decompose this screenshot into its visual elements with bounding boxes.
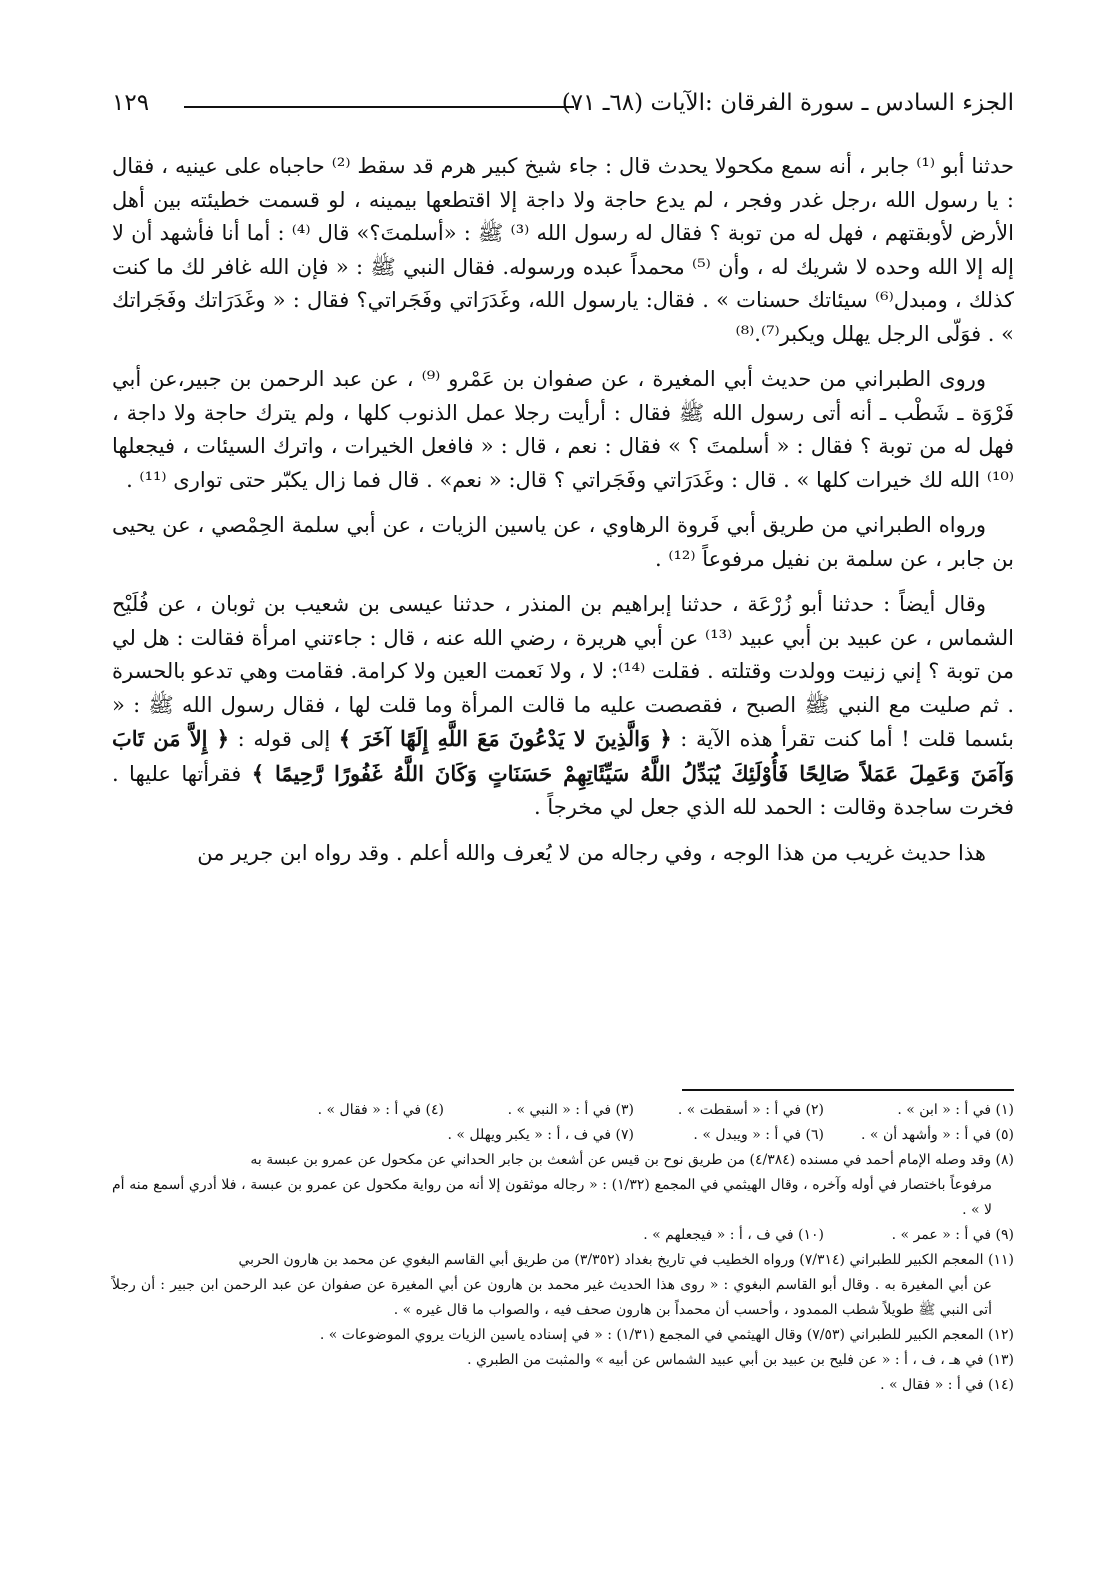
footnote-14: (١٤) في أ : « فقال » . bbox=[880, 1377, 1014, 1393]
main-text bbox=[112, 150, 1014, 882]
paragraph-2: وروى الطبراني من حديث أبي المغيرة ، عن صفوان بن عَمْرو ⁽⁹⁾ ، عن عبد الرحمن بن جبير،عن أبي فَرْوَة ـ شَطْب ـ أنه أتى رسول الله ﷺ فقال : أرأيت رجلا عمل الذنوب كلها ، ولم يترك حاجة ولا داجة ، فهل له من توبة ؟ فقال : « أسلمتَ ؟ » فقال : نعم ، قال : « فافعل الخيرات ، واترك السيئات ، فيجعلها ⁽¹⁰⁾ الله لك خيرات كلها » . قال : وغَدَرَاتي وفَجَراتي ؟ قال: « نعم» . قال فما زال يكبّر حتى توارى ⁽¹¹⁾ . bbox=[112, 367, 1014, 492]
footnote-10: (١٠) في ف ، أ : « فيجعلهم » . bbox=[643, 1227, 824, 1243]
paragraph-5: هذا حديث غريب من هذا الوجه ، وفي رجاله من لا يُعرف والله أعلم . وقد رواه ابن جرير من bbox=[197, 840, 986, 865]
footnote-7: (٧) في ف ، أ : « يكبر ويهلل » . bbox=[447, 1127, 634, 1143]
header-title: الجزء السادس ـ سورة الفرقان :الآيات (٦٨ـ ٧١) bbox=[561, 90, 1014, 116]
quran-verse-2: ﴿ إِلاَّ مَن تَابَ وَآمَنَ وَعَمِلَ عَمَلاً صَالِحًا فَأُوْلَئِكَ يُبَدِّلُ اللَّهُ سَيِّئَاتِهِمْ حَسَنَاتٍ وَكَانَ اللَّهُ غَفُورًا رَّحِيمًا ﴾ bbox=[112, 726, 1014, 786]
page-number: ١٢٩ bbox=[112, 90, 150, 116]
header-rule bbox=[184, 106, 574, 108]
footnote-4: (٤) في أ : « فقال » . bbox=[317, 1102, 444, 1118]
paragraph-4 bbox=[112, 588, 1014, 825]
footnote-1: (١) في أ : « ابن » . bbox=[897, 1102, 1014, 1118]
footnote-9: (٩) في أ : « عمر » . bbox=[891, 1227, 1014, 1243]
footnote-11-continuation: عن أبي المغيرة به . وقال أبو القاسم البغوي : « روى هذا الحديث غير محمد بن هارون عن أبي المغيرة عن صفوان عن عبد الرحمن ابن جبير : أن رجلاً أتى النبي ﷺ طويلاً شطب الممدود ، وأحسب أن محمداً بن هارون صحف فيه ، والصواب ما قال غيره » . bbox=[112, 1277, 992, 1318]
footnote-8-line-1: (٨) وقد وصله الإمام أحمد في مسنده (٤/٣٨٤) من طريق نوح بن قيس عن أشعث بن جابر الحداني عن مكحول عن عمرو بن عبسة به bbox=[250, 1152, 1014, 1168]
footnote-row-1 bbox=[112, 1098, 1014, 1123]
paragraph-3: ورواه الطبراني من طريق أبي فَروة الرهاوي ، عن ياسين الزيات ، عن أبي سلمة الحِمْصي ، عن يحيى بن جابر ، عن سلمة بن نفيل مرفوعاً ⁽¹²⁾ . bbox=[112, 513, 1014, 571]
footnote-13: (١٣) في هـ ، ف ، أ : « عن فليح بن عبيد بن أبي عبيد الشماس عن أبيه » والمثبت من الطبري . bbox=[467, 1352, 1014, 1368]
running-header bbox=[112, 86, 1014, 126]
footnote-row-2 bbox=[112, 1123, 1014, 1148]
footnote-6: (٦) في أ : « ويبدل » . bbox=[693, 1127, 824, 1143]
footnotes bbox=[112, 1098, 1014, 1398]
quran-verse-1: ﴿ وَالَّذِينَ لا يَدْعُونَ مَعَ اللَّهِ إِلَهًا آخَرَ ﴾ bbox=[338, 726, 672, 751]
footnote-rule bbox=[682, 1089, 1014, 1091]
paragraph-4-text-c: فقرأتها عليها . فخرت ساجدة وقالت : الحمد لله الذي جعل لي مخرجاً . bbox=[112, 761, 1014, 819]
footnote-8-continuation: مرفوعاً باختصار في أوله وآخره ، وقال الهيثمي في المجمع (١/٣٢) : « رجاله موثقون إلا أنه من رواية مكحول عن عمرو بن عبسة ، فلا أدري أسمع منه أم لا » . bbox=[112, 1177, 992, 1218]
footnote-12: (١٢) المعجم الكبير للطبراني (٧/٥٣) وقال الهيثمي في المجمع (١/٣١) : « في إسناده ياسين الزيات يروي الموضوعات » . bbox=[319, 1327, 1014, 1343]
footnote-row-3 bbox=[112, 1223, 1014, 1248]
footnote-11-line-1: (١١) المعجم الكبير للطبراني (٧/٣١٤) ورواه الخطيب في تاريخ بغداد (٣/٣٥٢) من طريق أبي القاسم البغوي عن محمد بن هارون الحربي bbox=[238, 1252, 1014, 1268]
paragraph-1: حدثنا أبو ⁽¹⁾ جابر ، أنه سمع مكحولا يحدث قال : جاء شيخ كبير هرم قد سقط ⁽²⁾ حاجباه على عينيه ، فقال : يا رسول الله ،رجل غدر وفجر ، لم يدع حاجة ولا داجة إلا اقتطعها بيمينه ، لو قسمت خطيئته بين أهل الأرض لأوبقتهم ، فهل له من توبة ؟ فقال له رسول الله ⁽³⁾ ﷺ : «أسلمتَ؟» قال ⁽⁴⁾ : أما أنا فأشهد أن لا إله إلا الله وحده لا شريك له ، وأن ⁽⁵⁾ محمداً عبده ورسوله. فقال النبي ﷺ : « فإن الله غافر لك ما كنت كذلك ، ومبدل⁽⁶⁾ سيئاتك حسنات » . فقال: يارسول الله، وغَدَرَاتي وفَجَراتي؟ فقال : « وغَدَرَاتك وفَجَراتك » . فوَلّى الرجل يهلل ويكبر⁽⁷⁾.⁽⁸⁾ bbox=[112, 154, 1015, 346]
paragraph-4-text-b: إلى قوله : bbox=[237, 727, 331, 751]
footnote-11 bbox=[112, 1248, 1014, 1323]
footnote-8 bbox=[112, 1148, 1014, 1223]
paragraph-4-text-a: وقال أيضاً : حدثنا أبو زُرْعَة ، حدثنا إبراهيم بن المنذر ، حدثنا عيسى بن شعيب بن ثوبان ، عن فُلَيْح الشماس ، عن عبيد بن أبي عبيد ⁽¹³⁾ عن أبي هريرة ، رضي الله عنه ، قال : جاءتني امرأة فقالت : هل لي من توبة ؟ إني زنيت وولدت وقتلته . فقلت ⁽¹⁴⁾: لا ، ولا نَعمت العين ولا كرامة. فقامت وهي تدعو بالحسرة . ثم صليت مع النبي ﷺ الصبح ، فقصصت عليه ما قالت المرأة وما قلت لها ، فقال رسول الله ﷺ : « بئسما قلت ! أما كنت تقرأ هذه الآية : bbox=[112, 592, 1014, 751]
footnote-5: (٥) في أ : « وأشهد أن » . bbox=[861, 1127, 1014, 1143]
footnote-2: (٢) في أ : « أسقطت » . bbox=[677, 1102, 824, 1118]
footnote-3: (٣) في أ : « النبي » . bbox=[507, 1102, 634, 1118]
